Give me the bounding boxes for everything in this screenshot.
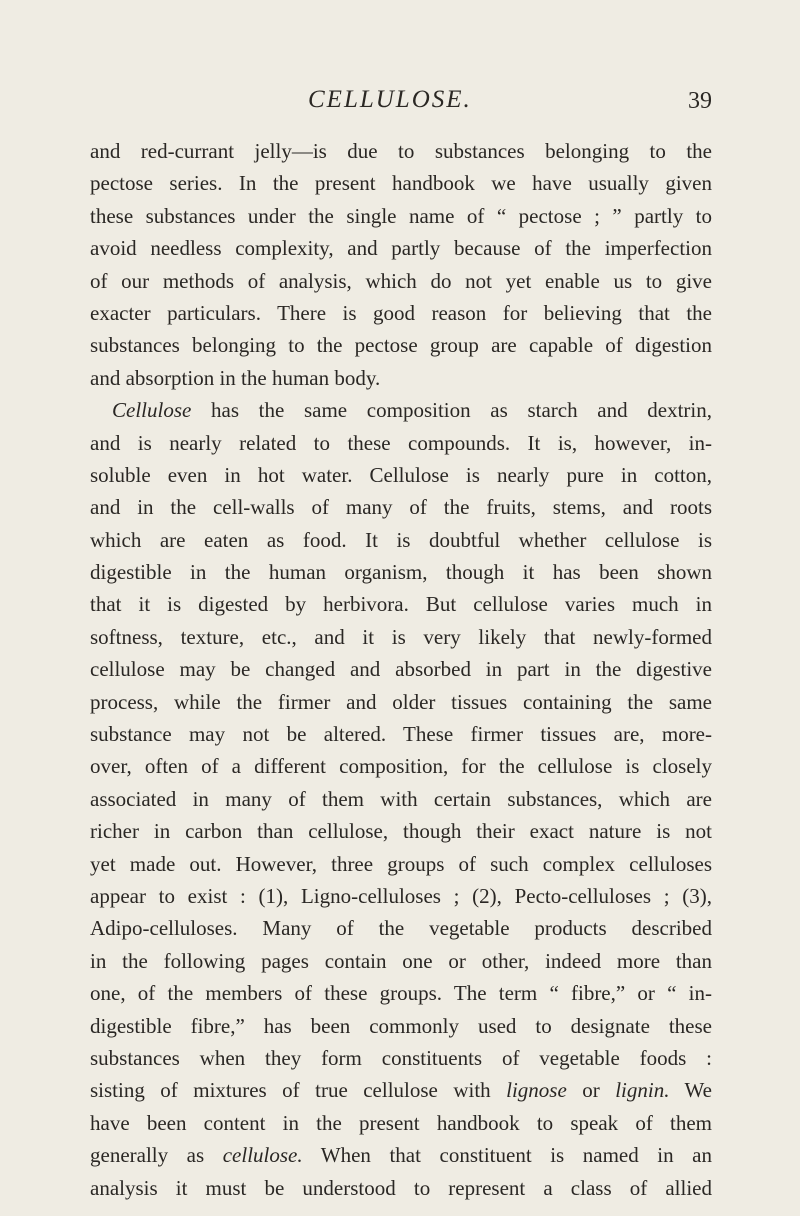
text-segment: sisting of mixtures of true cellulose with: [90, 1078, 507, 1103]
text-line: digestible fibre,” has been commonly used to designate these: [90, 1013, 712, 1038]
text-line: pectose series. In the present handbook we have usually given: [90, 171, 712, 196]
text-line: over, often of a different composition, for the cellulose is closely: [90, 754, 712, 779]
text-line: one, of the members of these groups. The term “ fibre,” or “ in-: [90, 981, 712, 1006]
text-line: [90, 1139, 712, 1171]
running-head: [0, 86, 800, 126]
text-line: digestible in the human organism, though it has been shown: [90, 560, 712, 585]
text-segment: When that constituent is named in an: [302, 1143, 712, 1168]
text-line: [90, 1074, 712, 1106]
paragraph-lead-line: [90, 394, 712, 426]
text-line: softness, texture, etc., and it is very likely that newly-formed: [90, 624, 712, 649]
page-number: 39: [688, 88, 712, 114]
text-line: have been content in the present handbook to speak of them: [90, 1110, 712, 1135]
text-line: in the following pages contain one or other, indeed more than: [90, 948, 712, 973]
text-line: cellulose may be changed and absorbed in part in the digestive: [90, 657, 712, 682]
text-line: avoid needless complexity, and partly because of the imperfection: [90, 236, 712, 261]
text-line: process, while the firmer and older tissues containing the same: [90, 689, 712, 714]
text-line: substances when they form constituents of vegetable foods :: [90, 1045, 712, 1070]
text-line: that it is digested by herbivora. But cellulose varies much in: [90, 592, 712, 617]
text-line: exacter particulars. There is good reason for believing that the: [90, 300, 712, 325]
text-line: and absorption in the human body.: [90, 365, 381, 390]
text-segment: has the same composition as starch and dextrin,: [191, 398, 712, 423]
text-line: richer in carbon than cellulose, though their exact nature is not: [90, 819, 712, 844]
text-line: and red-currant jelly—is due to substances belonging to the: [90, 139, 712, 163]
term-lignin: lignin.: [615, 1078, 670, 1103]
term-cellulose: Cellulose: [112, 398, 192, 423]
text-segment: We: [669, 1078, 712, 1103]
text-line: and is nearly related to these compounds. It is, however, in-: [90, 430, 712, 455]
text-segment: generally as: [90, 1143, 223, 1168]
text-line: and in the cell-walls of many of the fruits, stems, and roots: [90, 495, 712, 520]
text-line: substances belonging to the pectose group are capable of digestion: [90, 333, 712, 358]
text-line: Adipo-celluloses. Many of the vegetable products described: [90, 916, 712, 941]
term-lignose: lignose: [506, 1078, 567, 1103]
running-title: CELLULOSE.: [308, 86, 472, 113]
text-line: yet made out. However, three groups of such complex celluloses: [90, 851, 712, 876]
text-line: appear to exist : (1), Ligno-celluloses ; (2), Pecto-celluloses ; (3),: [90, 883, 712, 908]
text-line: analysis it must be understood to represent a class of allied: [90, 1175, 712, 1200]
text-line: these substances under the single name of “ pectose ; ” partly to: [90, 203, 712, 228]
text-line: which are eaten as food. It is doubtful whether cellulose is: [90, 527, 712, 552]
body-text: [90, 135, 712, 1204]
text-segment: or: [566, 1078, 616, 1103]
text-line: substance may not be altered. These firmer tissues are, more-: [90, 722, 712, 747]
text-line: associated in many of them with certain substances, which are: [90, 786, 712, 811]
text-line: soluble even in hot water. Cellulose is nearly pure in cotton,: [90, 462, 712, 487]
term-cellulose-italic: cellulose.: [222, 1143, 303, 1168]
text-line: of our methods of analysis, which do not yet enable us to give: [90, 268, 712, 293]
